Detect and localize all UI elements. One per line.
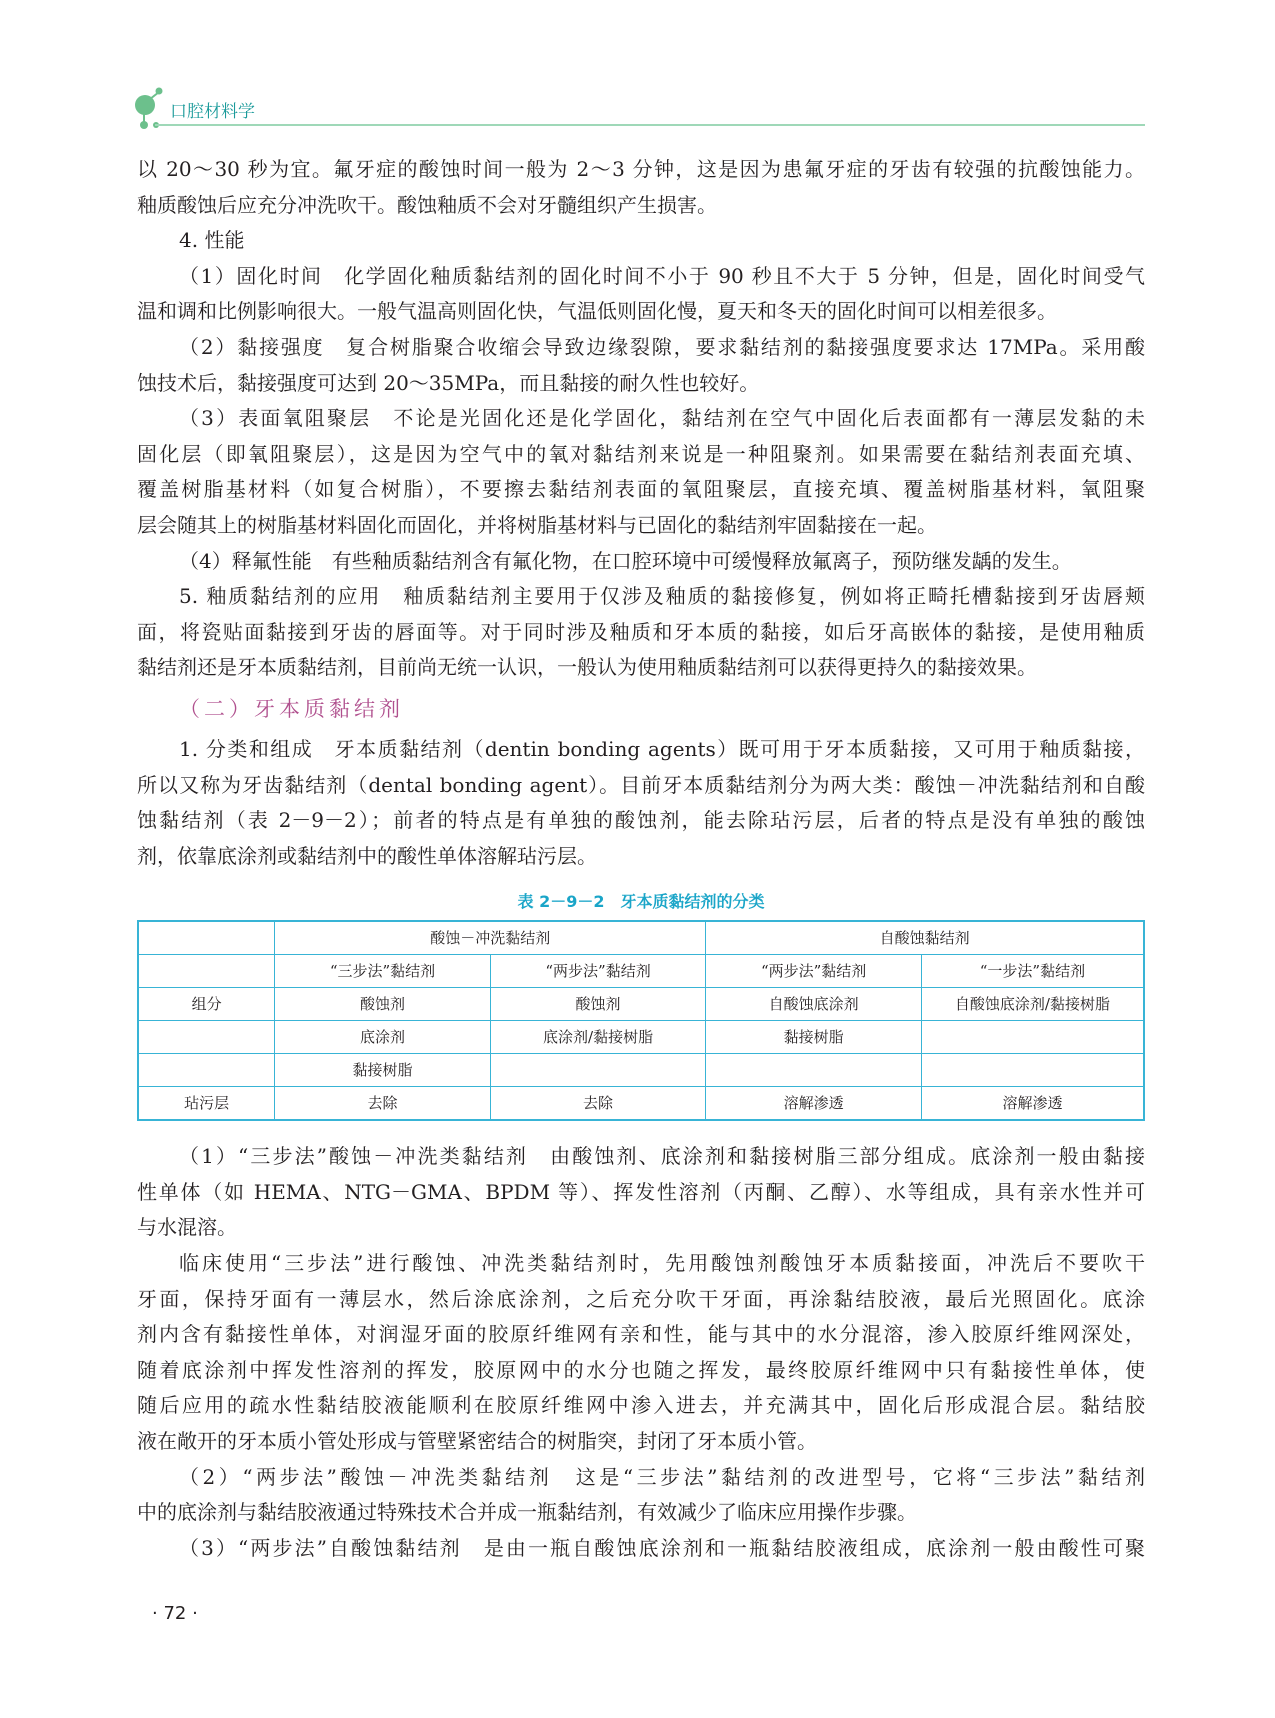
sub-header: “三步法”黏结剂 xyxy=(275,955,491,988)
text-line: 层会随其上的树脂基材料固化而固化，并将树脂基材料与已固化的黏结剂牢固黏接在一起。 xyxy=(137,512,937,537)
table-cell: 去除 xyxy=(490,1087,706,1121)
text-line: 覆盖树脂基材料（如复合树脂），不要擦去黏结剂表面的氧阻聚层，直接充填、覆盖树脂基材料，氧阻聚 xyxy=(137,477,1145,502)
text-line: （3）“两步法”自酸蚀黏结剂 是由一瓶自酸蚀底涂剂和一瓶黏结胶液组成，底涂剂一般由酸性可聚 xyxy=(179,1535,1145,1560)
paragraph xyxy=(137,1531,1145,1567)
table-cell: 酸蚀剂 xyxy=(275,988,491,1021)
table-row xyxy=(138,1021,1144,1054)
paragraph xyxy=(137,152,1145,223)
text-line: 5. 釉质黏结剂的应用 釉质黏结剂主要用于仅涉及釉质的黏接修复，例如将正畸托槽黏接到牙齿唇颊 xyxy=(179,584,1145,609)
text-line: 蚀黏结剂（表 2－9－2）；前者的特点是有单独的酸蚀剂，能去除玷污层，后者的特点是没有单独的酸蚀 xyxy=(137,808,1145,833)
text-line: （2）“两步法”酸蚀－冲洗类黏结剂 这是“三步法”黏结剂的改进型号，它将“三步法”黏结剂 xyxy=(179,1464,1145,1489)
table-cell: 自酸蚀底涂剂/黏接树脂 xyxy=(921,988,1144,1021)
text-line: 釉质酸蚀后应充分冲洗吹干。酸蚀釉质不会对牙髓组织产生损害。 xyxy=(137,192,717,217)
group-header: 酸蚀－冲洗黏结剂 xyxy=(275,921,706,955)
text-line: 以 20～30 秒为宜。氟牙症的酸蚀时间一般为 2～3 分钟，这是因为患氟牙症的牙齿有较强的抗酸蚀能力。 xyxy=(137,157,1145,181)
page-number: · 72 · xyxy=(152,1603,198,1624)
table-cell xyxy=(706,1054,922,1087)
text-line: 剂内含有黏接性单体，对润湿牙面的胶原纤维网有亲和性，能与其中的水分混溶，渗入胶原纤维网深处， xyxy=(137,1322,1145,1347)
text-line: 固化层（即氧阻聚层），这是因为空气中的氧对黏结剂来说是一种阻聚剂。如果需要在黏结剂表面充填、 xyxy=(137,441,1145,466)
table-cell xyxy=(921,1054,1144,1087)
text-line: 黏结剂还是牙本质黏结剂，目前尚无统一认识，一般认为使用釉质黏结剂可以获得更持久的黏接效果。 xyxy=(137,655,1037,680)
section-heading: （二）牙本质黏结剂 xyxy=(179,696,404,721)
paragraph xyxy=(137,223,1145,259)
table-cell-empty xyxy=(138,1021,275,1054)
table-row xyxy=(138,1054,1144,1087)
table-cell-empty xyxy=(138,921,275,955)
paragraph xyxy=(137,1246,1145,1460)
table-cell: 底涂剂 xyxy=(275,1021,491,1054)
text-line: （1）固化时间 化学固化釉质黏结剂的固化时间不小于 90 秒且不大于 5 分钟，但是，固化时间受气 xyxy=(179,263,1145,288)
paragraph xyxy=(137,579,1145,686)
group-header: 自酸蚀黏结剂 xyxy=(706,921,1144,955)
text-line: （2）黏接强度 复合树脂聚合收缩会导致边缘裂隙，要求黏结剂的黏接强度要求达 17MPa。采用酸 xyxy=(179,334,1145,359)
table-subheader-row xyxy=(138,955,1144,988)
paragraph xyxy=(137,732,1145,874)
table-header-row xyxy=(138,921,1144,955)
table-block xyxy=(137,884,1145,1121)
table-row xyxy=(138,1087,1144,1121)
classification-table xyxy=(137,920,1145,1121)
paragraph xyxy=(137,401,1145,543)
table-cell: 自酸蚀底涂剂 xyxy=(706,988,922,1021)
text-line: （3）表面氧阻聚层 不论是光固化还是化学固化，黏结剂在空气中固化后表面都有一薄层发黏的未 xyxy=(179,406,1145,431)
text-line: 温和调和比例影响很大。一般气温高则固化快，气温低则固化慢，夏天和冬天的固化时间可以相差很多。 xyxy=(137,299,1057,324)
text-line: 临床使用“三步法”进行酸蚀、冲洗类黏结剂时，先用酸蚀剂酸蚀牙本质黏接面，冲洗后不要吹干 xyxy=(179,1251,1145,1276)
paragraph xyxy=(137,1139,1145,1246)
book-title: 口腔材料学 xyxy=(170,102,255,122)
sub-header: “两步法”黏结剂 xyxy=(490,955,706,988)
text-line: 牙面，保持牙面有一薄层水，然后涂底涂剂，之后充分吹干牙面，再涂黏结胶液，最后光照固化。底涂 xyxy=(137,1286,1145,1311)
sub-header: “两步法”黏结剂 xyxy=(706,955,922,988)
text-line: 中的底涂剂与黏结胶液通过特殊技术合并成一瓶黏结剂，有效减少了临床应用操作步骤。 xyxy=(137,1500,917,1525)
paragraph xyxy=(137,330,1145,401)
paragraph xyxy=(137,259,1145,330)
text-line: 性单体（如 HEMA、NTG－GMA、BPDM 等）、挥发性溶剂（丙酮、乙醇）、水等组成，具有亲水性并可 xyxy=(137,1179,1145,1204)
table-cell xyxy=(490,1054,706,1087)
table-cell: 黏接树脂 xyxy=(275,1054,491,1087)
text-line: 液在敞开的牙本质小管处形成与管壁紧密结合的树脂突，封闭了牙本质小管。 xyxy=(137,1429,817,1454)
row-label: 组分 xyxy=(138,988,275,1021)
row-label: 玷污层 xyxy=(138,1087,275,1121)
paragraph xyxy=(137,1460,1145,1531)
table-cell: 溶解渗透 xyxy=(921,1087,1144,1121)
table-cell: 酸蚀剂 xyxy=(490,988,706,1021)
text-line: （4）释氟性能 有些釉质黏结剂含有氟化物，在口腔环境中可缓慢释放氟离子，预防继发龋的发生。 xyxy=(179,548,1072,573)
table-row xyxy=(138,988,1144,1021)
text-line: 所以又称为牙齿黏结剂（dental bonding agent）。目前牙本质黏结剂分为两大类：酸蚀－冲洗黏结剂和自酸 xyxy=(137,772,1145,797)
table-cell-empty xyxy=(138,955,275,988)
table-cell: 去除 xyxy=(275,1087,491,1121)
text-line: 随后应用的疏水性黏结胶液能顺利在胶原纤维网中渗入进去，并充满其中，固化后形成混合层。黏结胶 xyxy=(137,1393,1145,1418)
text-line: 4. 性能 xyxy=(179,228,245,253)
text-line: （1）“三步法”酸蚀－冲洗类黏结剂 由酸蚀剂、底涂剂和黏接树脂三部分组成。底涂剂一般由黏接 xyxy=(179,1144,1145,1169)
body-text xyxy=(137,152,1145,1566)
table-cell: 溶解渗透 xyxy=(706,1087,922,1121)
table-caption: 表 2－9－2 牙本质黏结剂的分类 xyxy=(517,892,765,912)
paragraph xyxy=(137,544,1145,580)
text-line: 蚀技术后，黏接强度可达到 20～35MPa，而且黏接的耐久性也较好。 xyxy=(137,370,760,395)
table-cell: 底涂剂/黏接树脂 xyxy=(490,1021,706,1054)
text-line: 与水混溶。 xyxy=(137,1215,237,1240)
table-cell: 黏接树脂 xyxy=(706,1021,922,1054)
text-line: 随着底涂剂中挥发性溶剂的挥发，胶原网中的水分也随之挥发，最终胶原纤维网中只有黏接性单体，使 xyxy=(137,1357,1145,1382)
table-cell-empty xyxy=(138,1054,275,1087)
text-line: 剂，依靠底涂剂或黏结剂中的酸性单体溶解玷污层。 xyxy=(137,843,597,868)
sub-header: “一步法”黏结剂 xyxy=(921,955,1144,988)
header-divider xyxy=(155,124,1145,126)
text-line: 1. 分类和组成 牙本质黏结剂（dentin bonding agents）既可用于牙本质黏接，又可用于釉质黏接， xyxy=(179,736,1145,761)
table-cell xyxy=(921,1021,1144,1054)
text-line: 面，将瓷贴面黏接到牙齿的唇面等。对于同时涉及釉质和牙本质的黏接，如后牙高嵌体的黏接，是使用釉质 xyxy=(137,619,1145,644)
